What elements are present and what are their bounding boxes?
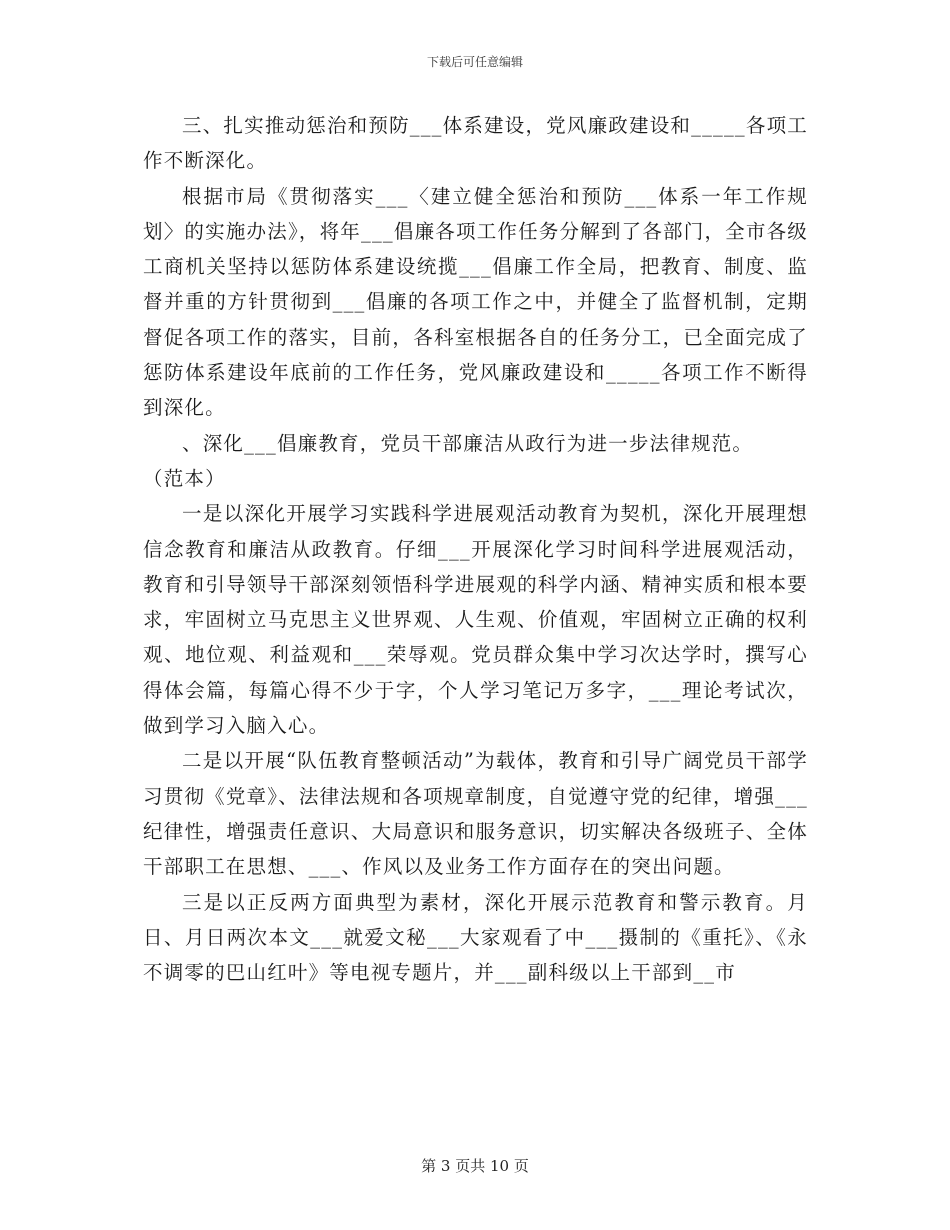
- paragraph-item-two: 二是以开展“队伍教育整顿活动”为载体，教育和引导广阔党员干部学习贯彻《党章》、法律法规和各项规章制度，自觉遵守党的纪律，增强___纪律性，增强责任意识、大局意识和服务意识，切实解决各级班子、全体干部职工在思想、___、作风以及业务工作方面存在的突出问题。: [143, 749, 808, 879]
- page-header: 下载后可任意编辑: [426, 55, 523, 69]
- paragraph-section-three-heading: 三、扎实推动惩治和预防___体系建设，党风廉政建设和_____各项工作不断深化。: [143, 114, 808, 173]
- paragraph-section-deepen-education: 、深化___倡廉教育，党员干部廉洁从政行为进一步法律规范。: [182, 431, 754, 455]
- document-body: [143, 108, 808, 990]
- page-footer: 第 3 页共 10 页: [421, 1157, 529, 1175]
- paragraph-template-label: （范本）: [143, 466, 226, 490]
- paragraph-item-one: 一是以深化开展学习实践科学进展观活动教育为契机，深化开展理想信念教育和廉洁从政教育。仔细___开展深化学习时间科学进展观活动，教育和引导领导干部深刻领悟科学进展观的科学内涵、精神实质和根本要求，牢固树立马克思主义世界观、人生观、价值观，牢固树立正确的权利观、地位观、利益观和___荣辱观。党员群众集中学习次达学时，撰写心得体会篇，每篇心得不少于字，个人学习笔记万多字，___理论考试次，做到学习入脑入心。: [143, 502, 808, 738]
- paragraph-item-three: 三是以正反两方面典型为素材，深化开展示范教育和警示教育。月日、月日两次本文___就爱文秘___大家观看了中___摄制的《重托》、《永不调零的巴山红叶》等电视专题片，并___副科级以上干部到__市: [143, 890, 808, 985]
- paragraph-anti-corruption-plan: 根据市局《贯彻落实___〈建立健全惩治和预防___体系一年工作规划〉的实施办法》，将年___倡廉各项工作任务分解到了各部门，全市各级工商机关坚持以惩防体系建设统揽___倡廉工作全局，把教育、制度、监督并重的方针贯彻到___倡廉的各项工作之中，并健全了监督机制，定期督促各项工作的落实，目前，各科室根据各自的任务分工，已全面完成了惩防体系建设年底前的工作任务，党风廉政建设和_____各项工作不断得到深化。: [143, 184, 808, 420]
